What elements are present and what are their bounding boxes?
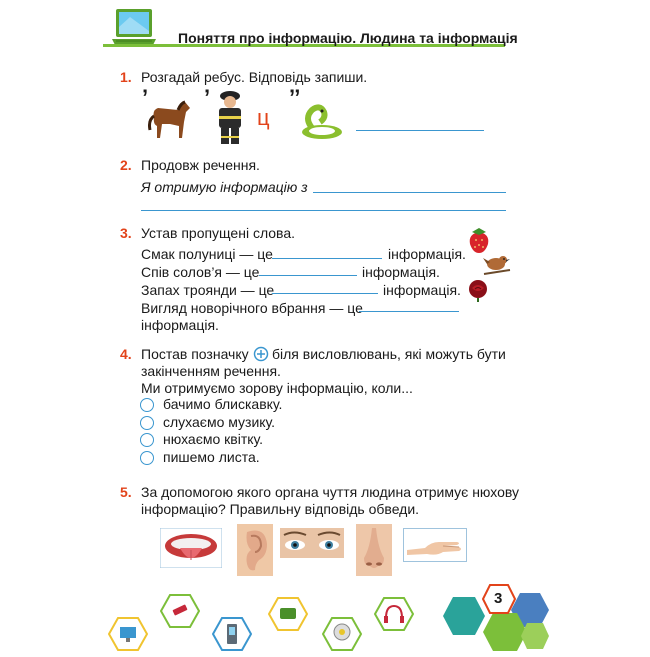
option-radio-4[interactable] [140, 451, 154, 465]
headphones-icon [374, 596, 414, 637]
option-radio-2[interactable] [140, 416, 154, 430]
horse-icon [148, 98, 192, 145]
hand-icon[interactable] [403, 528, 467, 567]
ear-icon[interactable] [237, 524, 273, 581]
device-icon [212, 616, 252, 657]
hard-drive-icon [268, 596, 308, 637]
task2-prompt: Продовж речення. [141, 157, 260, 173]
task1-number: 1. [120, 69, 132, 85]
page-number: 3 [494, 590, 503, 607]
task3-line3-end: інформація. [383, 282, 461, 298]
task2-answer-line-2[interactable] [141, 210, 506, 211]
task5-prompt-line2: інформацію? Правильну відповідь обведи. [141, 501, 420, 517]
task4-number: 4. [120, 346, 132, 362]
monitor-icon [108, 616, 148, 657]
task3-line2-end: інформація. [362, 264, 440, 280]
option-label-3: нюхаємо квітку. [163, 431, 264, 447]
decor-hex-teal [442, 596, 486, 641]
task4-prompt-a: Постав позначку [141, 346, 249, 362]
rebus-letter: ц [257, 105, 270, 130]
tongue-icon[interactable] [160, 528, 222, 573]
task2-answer-line-1[interactable] [313, 192, 506, 193]
task3-line3-blank[interactable] [272, 293, 378, 294]
task4-prompt-line2: закінченням речення. [141, 363, 281, 379]
task3-line1-blank[interactable] [272, 258, 382, 259]
snake-icon [298, 98, 344, 147]
usb-stick-icon [160, 593, 200, 634]
rebus-comma-2: ’ [204, 85, 211, 110]
task3-line3-start: Запах троянди — це [141, 282, 275, 298]
task3-line4-start: Вигляд новорічного вбрання — це [141, 300, 363, 316]
task4-prompt-b: біля висловлювань, які можуть бути [272, 346, 506, 362]
firefighter-icon [213, 90, 247, 151]
option-label-4: пишемо листа. [163, 449, 260, 465]
task5-number: 5. [120, 484, 132, 500]
task2-number: 2. [120, 157, 132, 173]
decor-hex-green-2 [520, 622, 550, 655]
option-label-1: бачимо блискавку. [163, 396, 283, 412]
task2-sentence: Я отримую інформацію з [141, 179, 308, 195]
task3-line4-blank[interactable] [359, 311, 459, 312]
task3-line2-start: Спів солов’я — це [141, 264, 260, 280]
rose-icon [466, 278, 490, 307]
page-title: Поняття про інформацію. Людина та інформація [178, 30, 518, 46]
eyes-icon[interactable] [280, 528, 344, 563]
option-radio-3[interactable] [140, 433, 154, 447]
rebus-comma-1: ’ [142, 85, 149, 110]
task3-number: 3. [120, 225, 132, 241]
task4-lead: Ми отримуємо зорову інформацію, коли... [141, 380, 413, 396]
rebus-comma-3: ’’ [289, 85, 301, 110]
task1-prompt: Розгадай ребус. Відповідь запиши. [141, 69, 368, 85]
satellite-dish-icon [322, 616, 362, 657]
task3-line1-end: інформація. [388, 246, 466, 262]
option-radio-1[interactable] [140, 398, 154, 412]
task3-line5: інформація. [141, 317, 219, 333]
task5-prompt-line1: За допомогою якого органа чуття людина отримує нюхову [141, 484, 520, 500]
option-label-2: слухаємо музику. [163, 414, 276, 430]
task3-line1-start: Смак полуниці — це [141, 246, 273, 262]
task3-line2-blank[interactable] [259, 275, 357, 276]
task3-prompt: Устав пропущені слова. [141, 225, 296, 241]
nose-icon[interactable] [356, 524, 392, 581]
task1-answer-line[interactable] [356, 130, 484, 131]
